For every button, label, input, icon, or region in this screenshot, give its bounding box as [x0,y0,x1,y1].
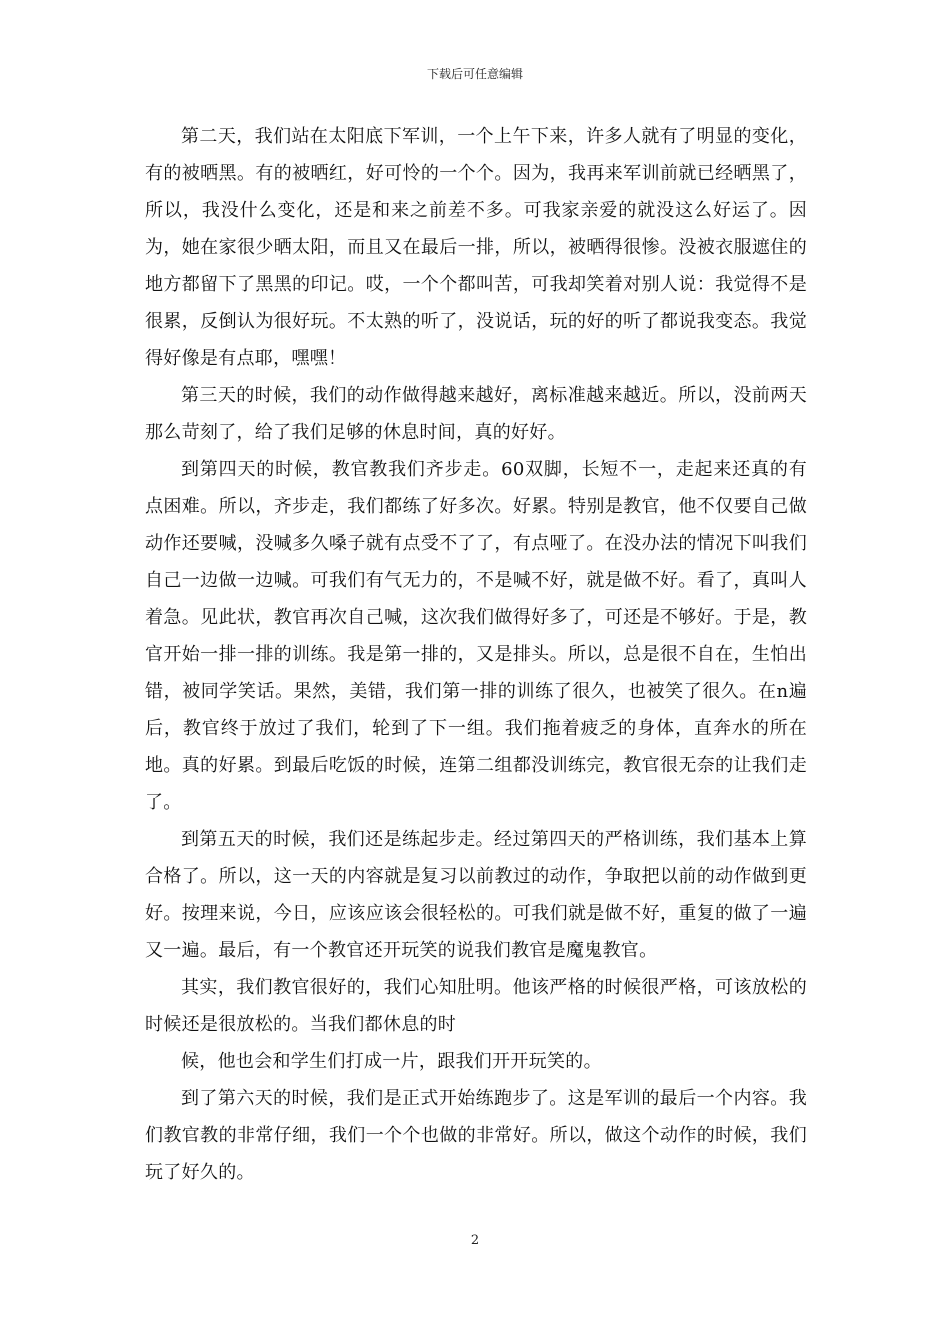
paragraph-day-four: 到第四天的时候，教官教我们齐步走。60双脚，长短不一，走起来还真的有点困难。所以，齐步走，我们都练了好多次。好累。特别是教官，他不仅要自己做动作还要喊，没喊多久嗓子就有点受不了了，有点哑了。在没办法的情况下叫我们自己一边做一边喊。可我们有气无力的，不是喊不好，就是做不好。看了，真叫人着急。见此状，教官再次自己喊，这次我们做得好多了，可还是不够好。于是，教官开始一排一排的训练。我是第一排的，又是排头。所以，总是很不自在，生怕出错，被同学笑话。果然，美错，我们第一排的训练了很久，也被笑了很久。在n遍后，教官终于放过了我们，轮到了下一组。我们拖着疲乏的身体，直奔水的所在地。真的好累。到最后吃饭的时候，连第二组都没训练完，教官很无奈的让我们走了。 [145,459,807,813]
paragraph-day-five: 到第五天的时候，我们还是练起步走。经过第四天的严格训练，我们基本上算合格了。所以，这一天的内容就是复习以前教过的动作，争取把以前的动作做到更好。按理来说，今日，应该应该会很轻松的。可我们就是做不好，重复的做了一遍又一遍。最后，有一个教官还开玩笑的说我们教官是魔鬼教官。 [145,829,807,961]
paragraph-day-two: 第二天，我们站在太阳底下军训，一个上午下来，许多人就有了明显的变化，有的被晒黑。有的被晒红，好可怜的一个个。因为，我再来军训前就已经晒黑了，所以，我没什么变化，还是和来之前差不多。可我家亲爱的就没这么好运了。因为，她在家很少晒太阳，而且又在最后一排，所以，被晒得很惨。没被衣服遮住的地方都留下了黑黑的印记。哎，一个个都叫苦，可我却笑着对别人说：我觉得不是很累，反倒认为很好玩。不太熟的听了，没说话，玩的好的听了都说我变态。我觉得好像是有点耶，嘿嘿！ [145,126,807,369]
page-header: 下载后可任意编辑 [426,67,523,81]
paragraph-instructor-continued: 候，他也会和学生们打成一片，跟我们开开玩笑的。 [181,1051,602,1072]
paragraph-day-six: 到了第六天的时候，我们是正式开始练跑步了。这是军训的最后一个内容。我们教官教的非常仔细，我们一个个也做的非常好。所以，做这个动作的时候，我们玩了好久的。 [145,1088,807,1183]
paragraph-day-three: 第三天的时候，我们的动作做得越来越好，离标准越来越近。所以，没前两天那么苛刻了，给了我们足够的休息时间，真的好好。 [145,385,807,443]
document-body [145,118,807,1191]
paragraph-instructor: 其实，我们教官很好的，我们心知肚明。他该严格的时候很严格，可该放松的时候还是很放松的。当我们都休息的时 [145,977,807,1035]
page-number: 2 [470,1233,480,1248]
